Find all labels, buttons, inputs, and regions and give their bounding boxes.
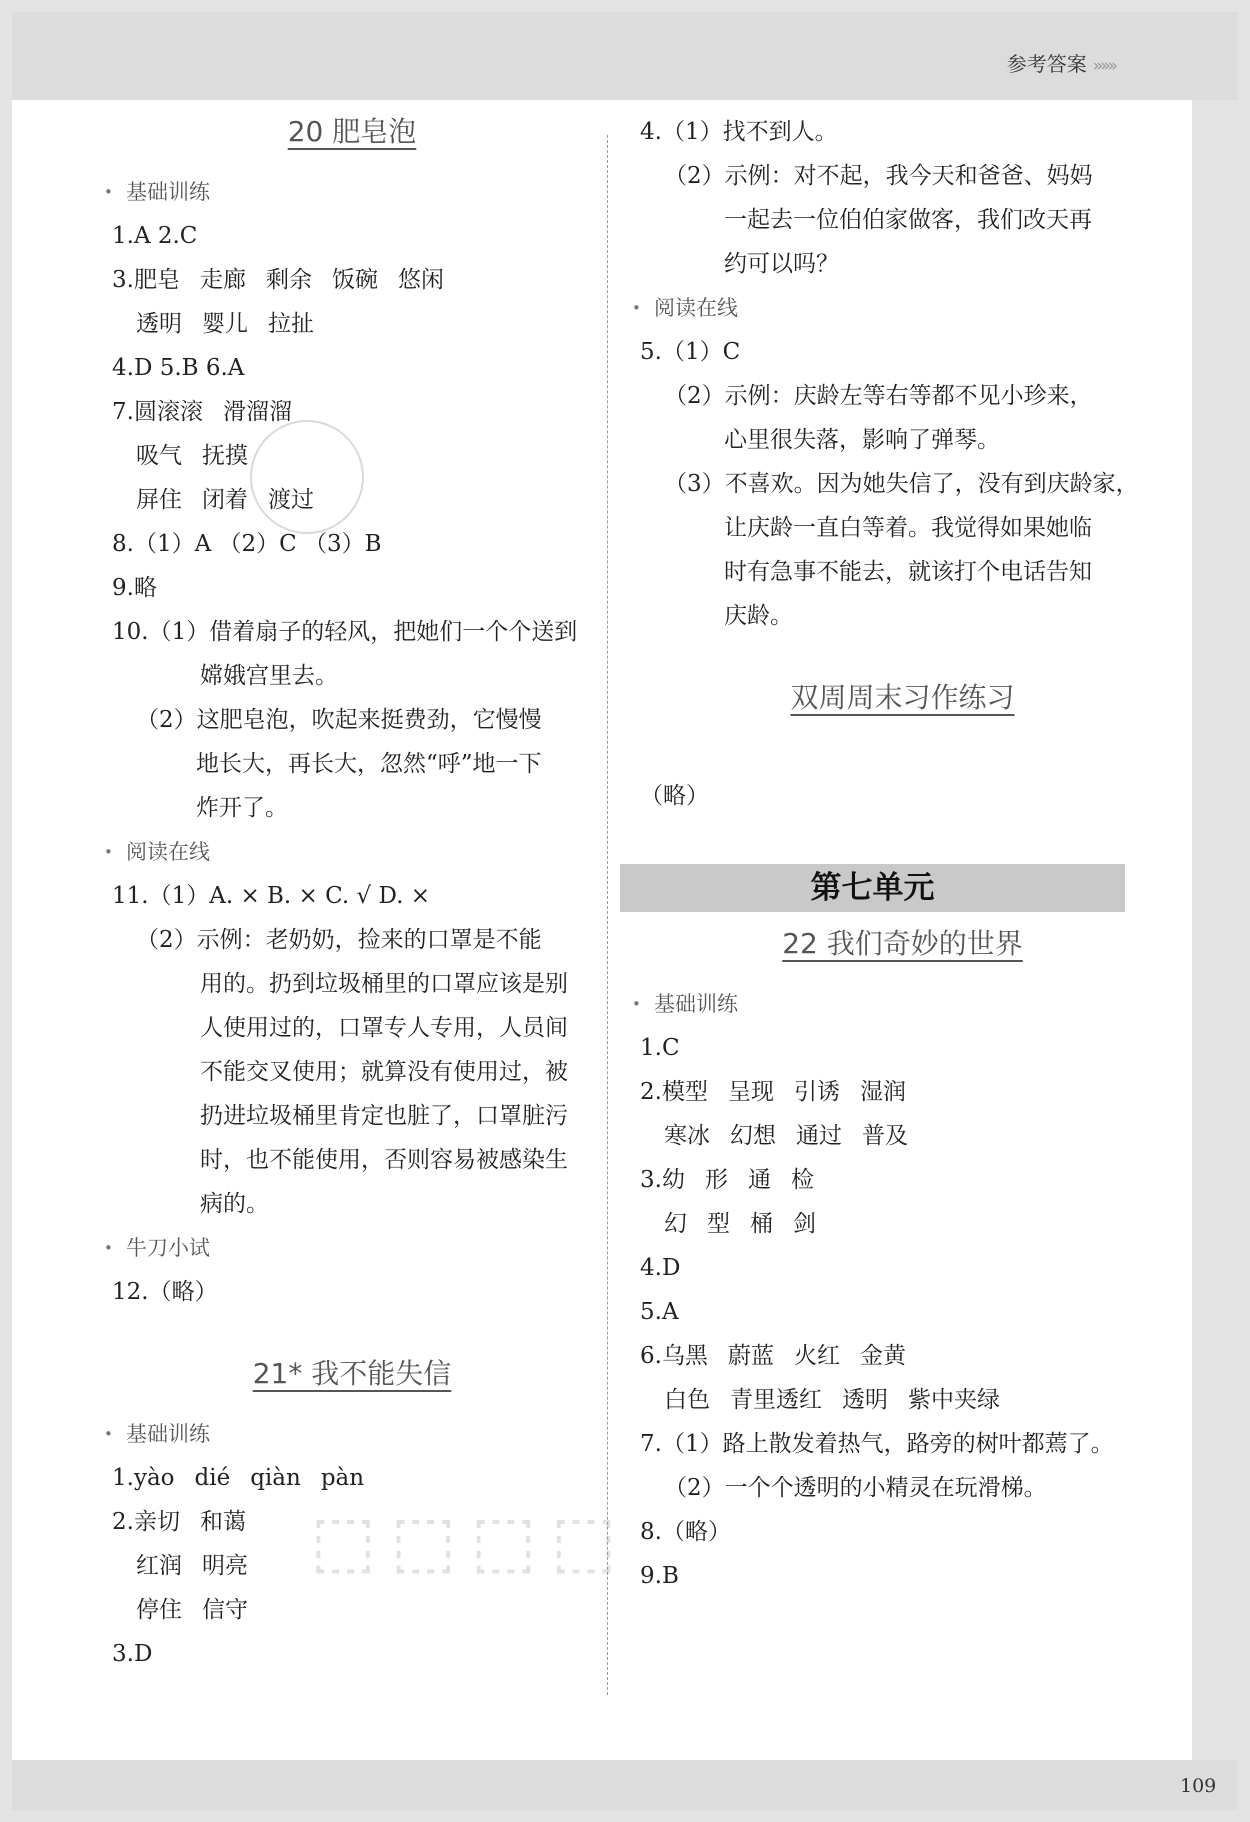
answer-word: 检: [790, 1167, 814, 1193]
chevron-right-icon: »»»: [1092, 56, 1115, 76]
answer-line: 病的。: [200, 1191, 269, 1217]
answer-line: （2）一个个透明的小精灵在玩滑梯。: [664, 1475, 1047, 1501]
section-label: • 基础训练: [112, 170, 592, 214]
answer-line: 1.A 2.C: [112, 223, 198, 249]
answer-line: [112, 302, 592, 346]
answer-line: 一起去一位伯伯家做客，我们改天再: [724, 207, 1092, 233]
answer-line: 1.C: [640, 1035, 680, 1061]
answer-word: 幻: [664, 1211, 687, 1237]
lesson-title: 20 肥皂泡: [287, 115, 417, 148]
answer-line: 人使用过的，口罩专人专用，人员间: [200, 1015, 568, 1041]
answer-word: 滑溜溜: [222, 399, 292, 425]
answer-word: 婴儿: [202, 311, 248, 337]
answer-word: 2.模型: [640, 1079, 708, 1105]
answer-word: 3.幼: [640, 1167, 685, 1193]
answer-word: 剩余: [265, 267, 312, 293]
answer-line: [640, 1378, 1165, 1422]
answer-line: [640, 1202, 1165, 1246]
answer-line: 用的。扔到垃圾桶里的口罩应该是别: [200, 971, 568, 997]
answer-line: 时有急事不能去，就该打个电话告知: [724, 559, 1092, 585]
answer-word: 6.乌黑: [640, 1343, 708, 1369]
right-column: [640, 110, 1165, 1598]
spacer: [640, 736, 1165, 774]
answer-word: 呈现: [727, 1079, 774, 1105]
answer-line: 4.D 5.B 6.A: [112, 355, 245, 381]
answer-word: 湿润: [859, 1079, 906, 1105]
answer-word: 金黄: [859, 1343, 906, 1369]
answer-line: [112, 258, 592, 302]
answer-word: 普及: [862, 1123, 908, 1149]
answer-word: 通: [747, 1167, 771, 1193]
spacer: [640, 638, 1165, 676]
unit-banner: 第七单元: [620, 864, 1125, 912]
answer-line: [640, 1334, 1165, 1378]
section-label: • 基础训练: [640, 982, 1165, 1026]
answer-word: 信守: [202, 1597, 248, 1623]
answer-line: （2）示例：庆龄左等右等都不见小珍来，: [664, 383, 1093, 409]
answer-word: 火红: [793, 1343, 840, 1369]
answer-line: 炸开了。: [196, 795, 288, 821]
answer-line: [112, 1456, 592, 1500]
section-label: • 基础训练: [112, 1412, 592, 1456]
answer-word: 走廊: [199, 267, 246, 293]
answer-line: 10.（1）借着扇子的轻风，把她们一个个送到: [112, 619, 578, 645]
answer-line: [112, 390, 592, 434]
answer-word: 通过: [796, 1123, 842, 1149]
answer-line: 8.（1）A （2）C （3）B: [112, 531, 382, 557]
answer-line: 3.D: [112, 1641, 153, 1667]
answer-word: 青里透红: [730, 1387, 822, 1413]
answer-line: 8.（略）: [640, 1519, 731, 1545]
answer-word: 吸气: [136, 443, 182, 469]
answer-line: 不能交叉使用；就算没有使用过，被: [200, 1059, 568, 1085]
page-number: 109: [1180, 1775, 1217, 1797]
lesson-title: 22 我们奇妙的世界: [782, 927, 1023, 960]
answer-line: 庆龄。: [724, 603, 793, 629]
spacer: [640, 818, 1165, 856]
answer-word: 抚摸: [202, 443, 248, 469]
answer-word: 幻想: [730, 1123, 776, 1149]
answer-word: 2.亲切: [112, 1509, 180, 1535]
answer-word: 红润: [136, 1553, 182, 1579]
answer-word: 渡过: [268, 487, 314, 513]
answer-line: 4.D: [640, 1255, 681, 1281]
answer-word: 3.肥皂: [112, 267, 180, 293]
answer-word: qiàn: [250, 1465, 301, 1491]
answer-line: （3）不喜欢。因为她失信了，没有到庆龄家，: [664, 471, 1139, 497]
answer-line: 4.（1）找不到人。: [640, 119, 838, 145]
answer-line: 12.（略）: [112, 1279, 218, 1305]
answer-line: 心里很失落，影响了弹琴。: [724, 427, 1000, 453]
answer-line: 约可以吗？: [724, 251, 839, 277]
header-title-text: 参考答案: [1006, 52, 1087, 76]
bottom-band: [12, 1760, 1238, 1810]
answer-line: （2）这肥皂泡，吹起来挺费劲，它慢慢: [136, 707, 542, 733]
section-label: • 阅读在线: [640, 286, 1165, 330]
answer-word: 白色: [664, 1387, 710, 1413]
answer-line: 11.（1）A. × B. × C. √ D. ×: [112, 883, 431, 909]
answer-line: 5.（1）C: [640, 339, 741, 365]
answer-word: 寒冰: [664, 1123, 710, 1149]
answer-word: 和蔼: [199, 1509, 246, 1535]
answer-word: 闭着: [202, 487, 248, 513]
answer-line: [112, 1588, 592, 1632]
answer-word: 饭碗: [331, 267, 378, 293]
answer-line: 9.略: [112, 575, 157, 601]
watermark-icon: ⬚⬚⬚⬚: [310, 1500, 631, 1582]
answer-word: 紫中夹绿: [908, 1387, 1000, 1413]
answer-word: 停住: [136, 1597, 182, 1623]
column-divider: [607, 135, 608, 1695]
answer-word: 蔚蓝: [727, 1343, 774, 1369]
answer-line: 让庆龄一直白等着。我觉得如果她临: [724, 515, 1092, 541]
answer-word: 屏住: [136, 487, 182, 513]
lesson-title: 双周周末习作练习: [790, 681, 1015, 714]
answer-line: 扔进垃圾桶里肯定也脏了，口罩脏污: [200, 1103, 568, 1129]
watermark-stamp-icon: [250, 420, 364, 534]
answer-line: 时，也不能使用，否则容易被感染生: [200, 1147, 568, 1173]
answer-word: 悠闲: [397, 267, 444, 293]
answer-word: 引诱: [793, 1079, 840, 1105]
answer-word: 型: [707, 1211, 730, 1237]
answer-line: （2）示例：老奶奶，捡来的口罩是不能: [136, 927, 542, 953]
answer-line: 嫦娥宫里去。: [200, 663, 338, 689]
answer-word: pàn: [320, 1465, 365, 1491]
answer-line: [640, 1158, 1165, 1202]
answer-line: （略）: [640, 783, 709, 809]
answer-word: 7.圆滚滚: [112, 399, 203, 425]
lesson-title: 21* 我不能失信: [252, 1357, 452, 1390]
left-column: [112, 110, 592, 1676]
answer-line: 地长大，再长大，忽然“呼”地一下: [196, 751, 542, 777]
answer-word: dié: [194, 1465, 231, 1491]
answer-word: 透明: [136, 311, 182, 337]
answer-word: 拉扯: [268, 311, 314, 337]
answer-line: 7.（1）路上散发着热气，路旁的树叶都蔫了。: [640, 1431, 1114, 1457]
answer-word: 1.yào: [112, 1465, 175, 1491]
section-label: • 牛刀小试: [112, 1226, 592, 1270]
answer-word: 透明: [842, 1387, 888, 1413]
spacer: [112, 1314, 592, 1352]
answer-line: 5.A: [640, 1299, 679, 1325]
answer-word: 桶: [750, 1211, 773, 1237]
answer-line: 9.B: [640, 1563, 679, 1589]
answer-line: [640, 1114, 1165, 1158]
header-title: [1007, 48, 1115, 77]
answer-word: 形: [704, 1167, 728, 1193]
section-label: • 阅读在线: [112, 830, 592, 874]
answer-word: 明亮: [202, 1553, 248, 1579]
answer-line: （2）示例：对不起，我今天和爸爸、妈妈: [664, 163, 1093, 189]
answer-word: 剑: [793, 1211, 816, 1237]
answer-line: [640, 1070, 1165, 1114]
